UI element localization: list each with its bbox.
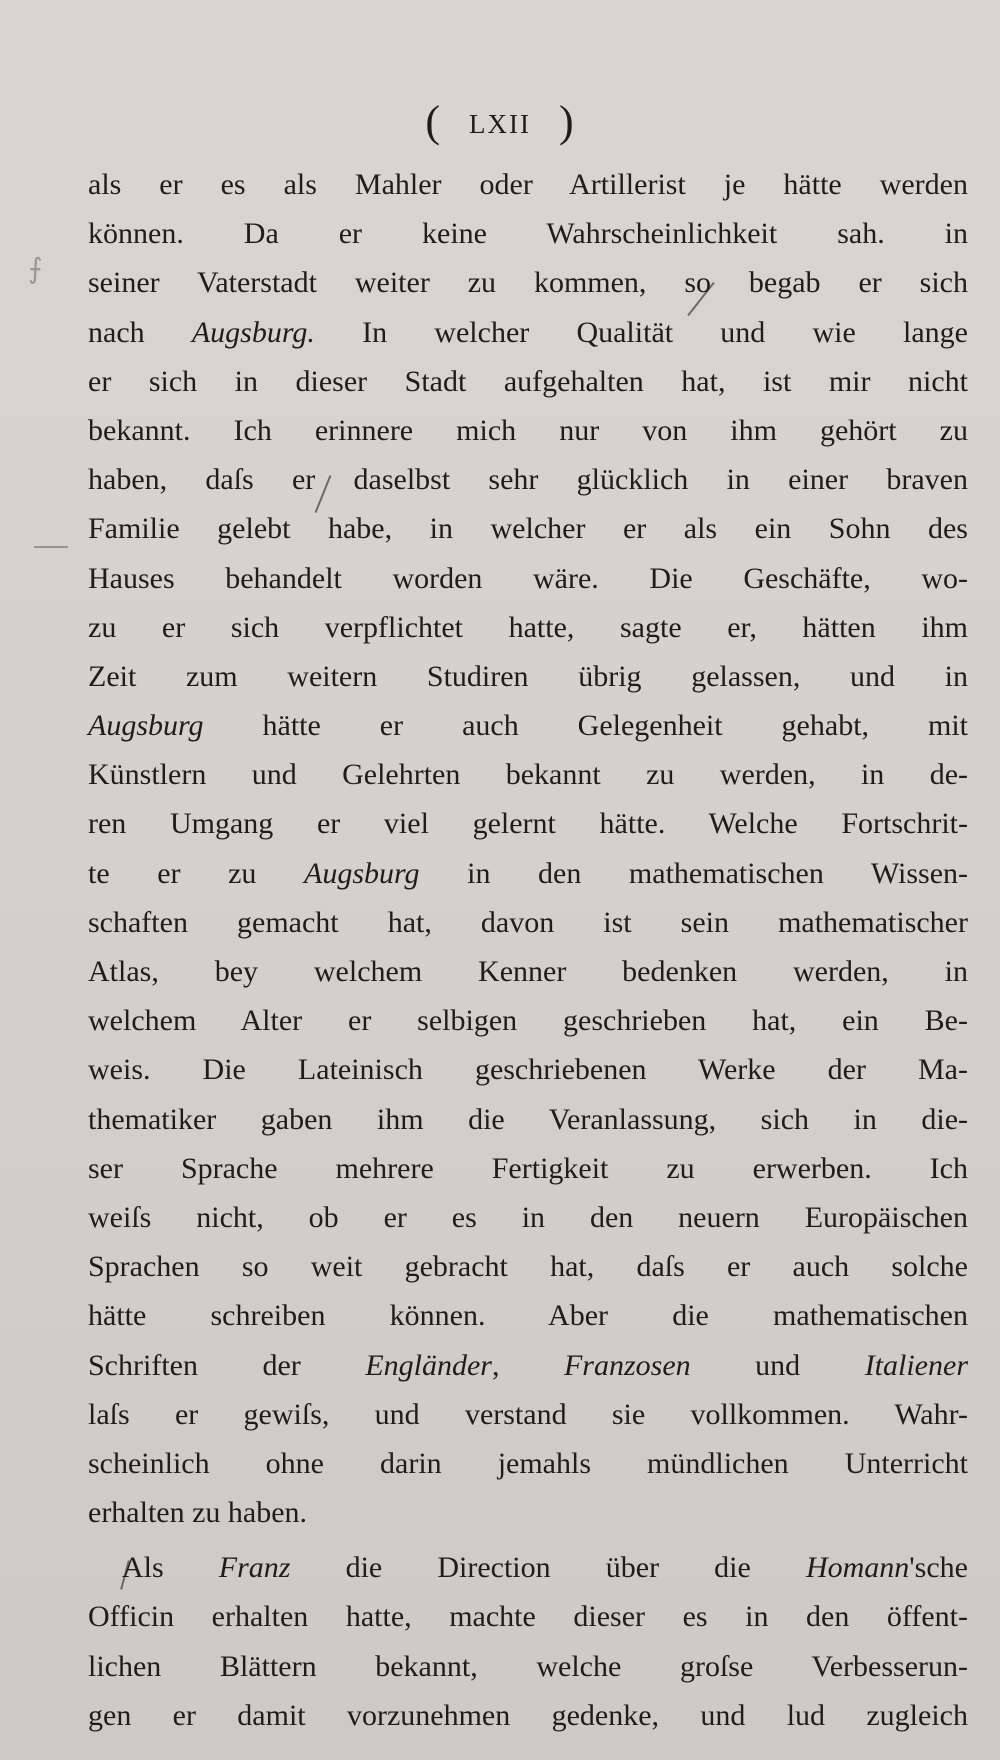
text-segment: in den mathematischen Wissen- [419, 856, 968, 890]
text-segment: als er es als Mahler oder Artillerist je hätte werden [88, 168, 968, 201]
text-segment: seiner Vaterstadt weiter zu kommen, so begab er sich [88, 266, 968, 300]
text-segment: und [690, 1348, 865, 1382]
page-header [0, 96, 1000, 147]
text-segment: weis. Die Lateinisch geschriebenen Werke der Ma- [88, 1053, 968, 1087]
text-line [88, 554, 968, 603]
text-segment: schaften gemacht hat, davon ist sein mathematischer [88, 905, 968, 939]
text-segment: lichen Blättern bekannt, welche groſse Verbesserun- [88, 1649, 968, 1683]
italic-text: Augsburg [304, 856, 420, 890]
text-line [88, 308, 968, 357]
text-segment: zu er sich verpflichtet hatte, sagte er, hätten ihm [88, 610, 968, 644]
header-open-paren: ( [425, 97, 441, 146]
text-line [88, 1691, 968, 1740]
text-line [88, 1592, 968, 1641]
text-segment: ser Sprache mehrere Fertigkeit zu erwerben. Ich [88, 1151, 968, 1185]
text-segment: nach [88, 315, 192, 349]
text-segment: bekannt. Ich erinnere mich nur von ihm gehört zu [88, 413, 968, 447]
text-segment: erhalten zu haben. [88, 1496, 308, 1530]
text-segment: Officin erhalten hatte, machte dieser es in den öffent- [88, 1600, 968, 1634]
text-segment: laſs er gewiſs, und verstand sie vollkommen. Wahr- [88, 1397, 968, 1431]
text-line [88, 160, 968, 209]
text-segment: welchem Alter er selbigen geschrieben hat, ein Be- [88, 1004, 968, 1038]
text-segment: Zeit zum weitern Studiren übrig gelassen, und in [88, 659, 968, 693]
text-segment: können. Da er keine Wahrscheinlichkeit sah. in [88, 217, 968, 251]
text-segment: Familie gelebt habe, in welcher er als ein Sohn des [88, 512, 968, 546]
header-close-paren: ) [558, 97, 575, 146]
page-number: LXII [469, 109, 531, 139]
text-segment: Hauses behandelt worden wäre. Die Geschäfte, wo- [88, 561, 968, 595]
text-line [88, 652, 968, 701]
text-segment: thematiker gaben ihm die Veranlassung, sich in die- [88, 1102, 968, 1136]
text-line [88, 1439, 968, 1488]
text-line [88, 996, 968, 1045]
text-segment: weiſs nicht, ob er es in den neuern Europäischen [88, 1200, 968, 1234]
text-segment: Als [122, 1551, 219, 1585]
text-segment: , [491, 1348, 564, 1382]
italic-text: Augsburg. [191, 315, 315, 349]
margin-pencil-mark: ⨍ [28, 252, 43, 285]
text-line [88, 603, 968, 652]
text-line [88, 1488, 968, 1537]
text-line [88, 406, 968, 455]
text-segment: ren Umgang er viel gelernt hätte. Welche Fortschrit- [88, 807, 968, 841]
text-segment: er sich in dieser Stadt aufgehalten hat, ist mir nicht [88, 364, 968, 398]
text-segment: In welcher Qualität und wie lange [314, 315, 968, 349]
text-line [88, 799, 968, 848]
text-segment: Sprachen so weit gebracht hat, daſs er auch solche [88, 1250, 968, 1284]
text-segment: die Direction über die [290, 1551, 806, 1585]
text-line [88, 357, 968, 406]
text-line [88, 1095, 968, 1144]
text-segment: scheinlich ohne darin jemahls mündlichen Unterricht [88, 1446, 968, 1480]
body-text [88, 160, 968, 1740]
text-segment: Atlas, bey welchem Kenner bedenken werden, in [88, 955, 968, 988]
text-line [88, 947, 968, 996]
text-line [88, 701, 968, 750]
italic-text: Franzosen [563, 1348, 691, 1382]
text-line [88, 258, 968, 307]
text-line [88, 1543, 968, 1592]
italic-text: Augsburg [88, 709, 204, 743]
text-line [88, 1642, 968, 1691]
text-line [88, 1045, 968, 1094]
italic-text: Engländer [365, 1348, 492, 1382]
text-segment: gen er damit vorzunehmen gedenke, und lud zugleich [88, 1698, 968, 1732]
text-segment: Schriften der [88, 1348, 366, 1382]
margin-dash-mark [34, 546, 68, 548]
text-line [88, 1144, 968, 1193]
text-line [88, 209, 968, 258]
text-line [88, 455, 968, 504]
text-line [88, 1193, 968, 1242]
text-segment: 'sche [909, 1551, 968, 1585]
text-segment: te er zu [88, 856, 304, 890]
text-line [88, 504, 968, 553]
italic-text: Italiener [864, 1348, 968, 1382]
text-line [88, 1390, 968, 1439]
text-segment: hätte schreiben können. Aber die mathematischen [88, 1299, 968, 1333]
text-line [88, 1242, 968, 1291]
text-segment: hätte er auch Gelegenheit gehabt, mit [203, 709, 968, 743]
text-line [88, 849, 968, 898]
italic-text: Franz [218, 1551, 291, 1585]
text-line [88, 1341, 968, 1390]
text-line [88, 1291, 968, 1340]
text-segment: Künstlern und Gelehrten bekannt zu werden, in de- [88, 758, 968, 792]
text-segment: haben, daſs er daselbst sehr glücklich in einer braven [88, 463, 968, 497]
text-line [88, 898, 968, 947]
text-line [88, 750, 968, 799]
italic-text: Homann [805, 1551, 910, 1585]
